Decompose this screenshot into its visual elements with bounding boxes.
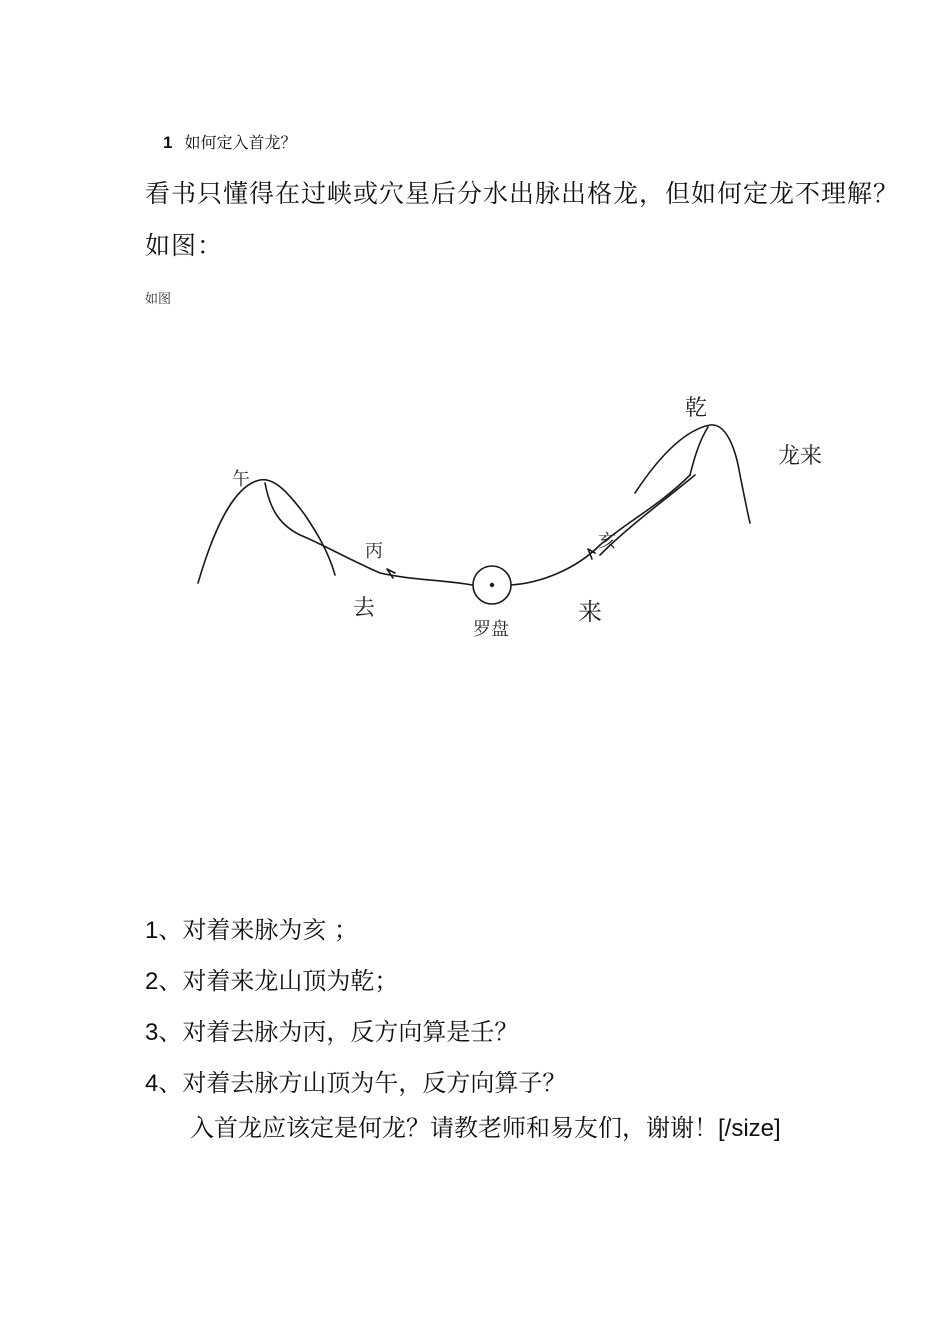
label-long-lai: 龙来: [778, 444, 823, 469]
size-tag: [/size]: [718, 1115, 781, 1142]
list-item: 2、对着来龙山顶为乾；: [145, 967, 399, 995]
list-item: 4、对着去脉方山顶为午，反方向算子？: [145, 1069, 567, 1097]
right-mountain-outline: [635, 425, 750, 523]
list-item: 3、对着去脉为丙，反方向算是壬？: [145, 1018, 519, 1046]
label-luopan: 罗盘: [473, 619, 509, 640]
hand-drawn-sketch: [180, 345, 870, 665]
left-vein-line: [265, 483, 472, 585]
intro-paragraph: 看书只懂得在过峡或穴星后分水出脉出格龙，但如何定龙不理解？如图：: [145, 179, 900, 260]
right-vein-line: [511, 475, 690, 585]
label-qian: 乾: [685, 396, 708, 421]
closing-question: [190, 1108, 781, 1143]
label-bing: 丙: [365, 541, 383, 562]
right-inner-ridge: [690, 427, 708, 475]
left-mountain-outline: [198, 480, 335, 583]
label-wu: 午: [232, 469, 250, 490]
left-arrow-head: [387, 569, 395, 578]
question-number: 1: [163, 133, 173, 152]
label-lai: 来: [578, 598, 602, 626]
answer-options-list: [145, 905, 905, 1109]
question-title: 如何定入首龙？: [184, 133, 297, 152]
question-heading: [163, 130, 296, 153]
figure-caption: 如图: [145, 292, 172, 307]
label-hai: 亥: [598, 531, 616, 552]
label-qu: 去: [353, 596, 376, 621]
list-item: 1、对着来脉为亥 ；: [145, 916, 358, 944]
closing-text: 入首龙应该定是何龙？请教老师和易友们，谢谢！: [190, 1114, 718, 1142]
